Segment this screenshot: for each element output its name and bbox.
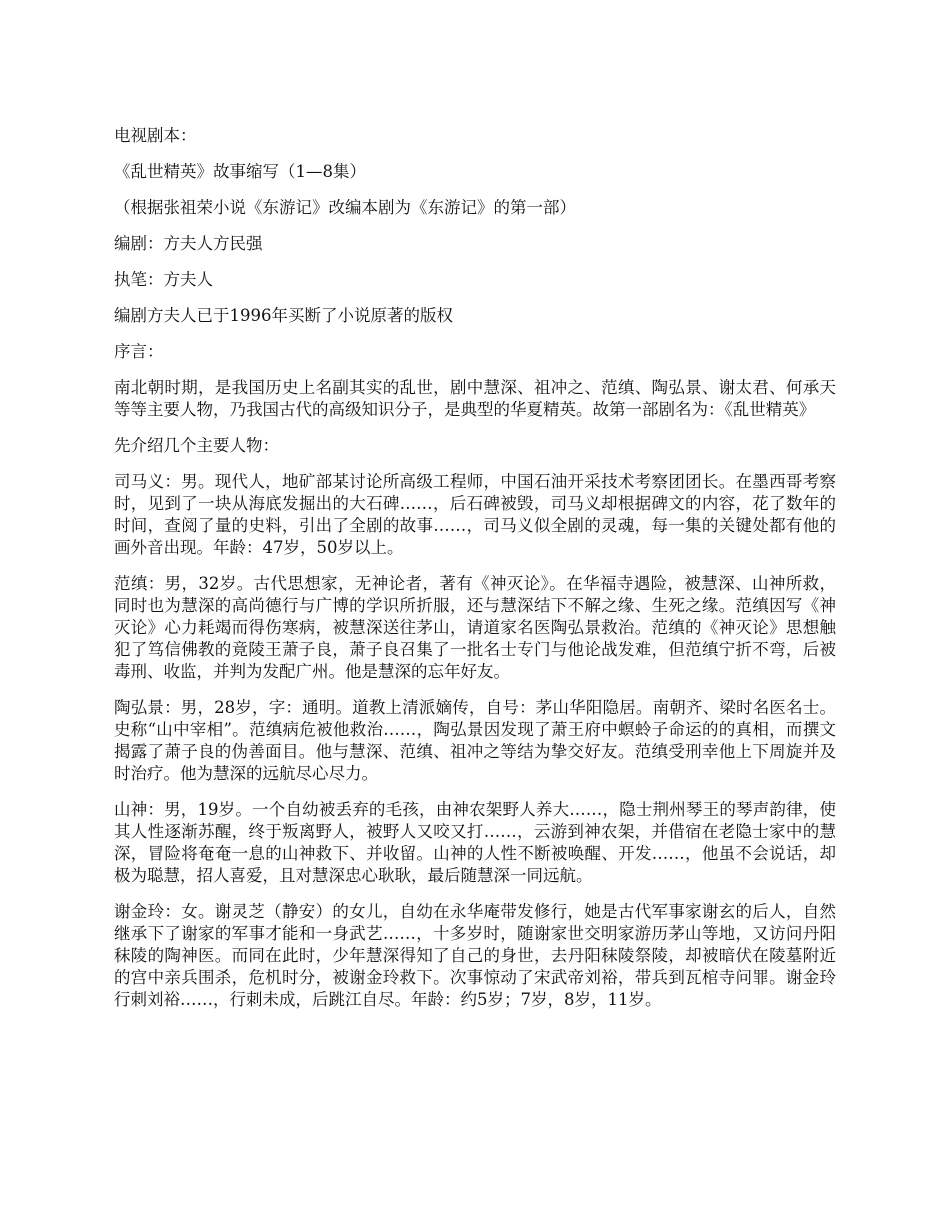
doc-screenwriter: 编剧：方夫人方民强 [114,234,263,253]
doc-writer: 执笔：方夫人 [114,270,213,289]
doc-genre-label: 电视剧本： [114,126,197,145]
doc-copyright-note: 编剧方夫人已于1996年买断了小说原著的版权 [114,306,453,325]
doc-title: 《乱世精英》故事缩写（1—8集） [114,162,366,181]
character-shanshen: 山神：男，19岁。一个自幼被丢弃的毛孩，由神农架野人养大……，隐士荆州琴王的琴声韵律，使其人性逐渐苏醒，终于叛离野人，被野人又咬又打……，云游到神农架，并借宿在老隐士家中的慧深，冒险将奄奄一息的山神救下、并收留。山神的人性不断被唤醒、开发……，他虽不会说话，却极为聪慧，招人喜爱，且对慧深忠心耿耿，最后随慧深一同远航。 [114,800,836,885]
preface-paragraph: 南北朝时期，是我国历史上名副其实的乱世，剧中慧深、祖冲之、范缜、陶弘景、谢太君、何承天等等主要人物，乃我国古代的高级知识分子，是典型的华夏精英。故第一部剧名为：《乱世精英》 [114,378,836,419]
character-xiejinling: 谢金玲：女。谢灵芝（静安）的女儿，自幼在永华庵带发修行，她是古代军事家谢玄的后人，自然继承下了谢家的军事才能和一身武艺……，十多岁时，随谢家世交明家游历茅山等地，又访问丹阳秣陵的陶神医。而同在此时，少年慧深得知了自己的身世，去丹阳秣陵祭陵，却被暗伏在陵墓附近的宫中亲兵围杀，危机时分，被谢金玲救下。次事惊动了宋武帝刘裕，带兵到瓦棺寺问罪。谢金玲行刺刘裕……，行刺未成，后跳江自尽。年龄：约5岁；7岁，8岁，11岁。 [114,902,836,1009]
character-simayi: 司马义：男。现代人，地矿部某讨论所高级工程师，中国石油开采技术考察团团长。在墨西哥考察时，见到了一块从海底发掘出的大石碑……，后石碑被毁，司马义却根据碑文的内容，花了数年的时间，查阅了量的史料，引出了全剧的故事……，司马义似全剧的灵魂，每一集的关键处都有他的画外音出现。年龄：47岁，50岁以上。 [114,472,836,557]
doc-source-note: （根据张祖荣小说《东游记》改编本剧为《东游记》的第一部） [114,198,576,217]
preface-heading: 序言： [114,342,164,361]
document-page [114,125,836,1025]
character-taohongjing: 陶弘景：男，28岁，字：通明。道教上清派嫡传，自号：茅山华阳隐居。南朝齐、梁时名医名士。史称“山中宰相”。范缜病危被他救治……，陶弘景因发现了萧王府中螟蛉子命运的的真相，而撰文揭露了萧子良的伪善面目。他与慧深、范缜、祖冲之等结为挚交好友。范缜受刑幸他上下周旋并及时治疗。他为慧深的远航尽心尽力。 [114,698,836,783]
characters-heading: 先介绍几个主要人物： [114,436,279,455]
character-fanzhen: 范缜：男，32岁。古代思想家，无神论者，著有《神灭论》。在华福寺遇险，被慧深、山神所救，同时也为慧深的高尚德行与广博的学识所折服，还与慧深结下不解之缘、生死之缘。范缜因写《神灭论》心力耗竭而得伤寒病，被慧深送往茅山，请道家名医陶弘景救治。范缜的《神灭论》思想触犯了笃信佛教的竟陵王萧子良，萧子良召集了一批名士专门与他论战发难，但范缜宁折不弯，后被毒刑、收监，并判为发配广州。他是慧深的忘年好友。 [114,574,836,681]
